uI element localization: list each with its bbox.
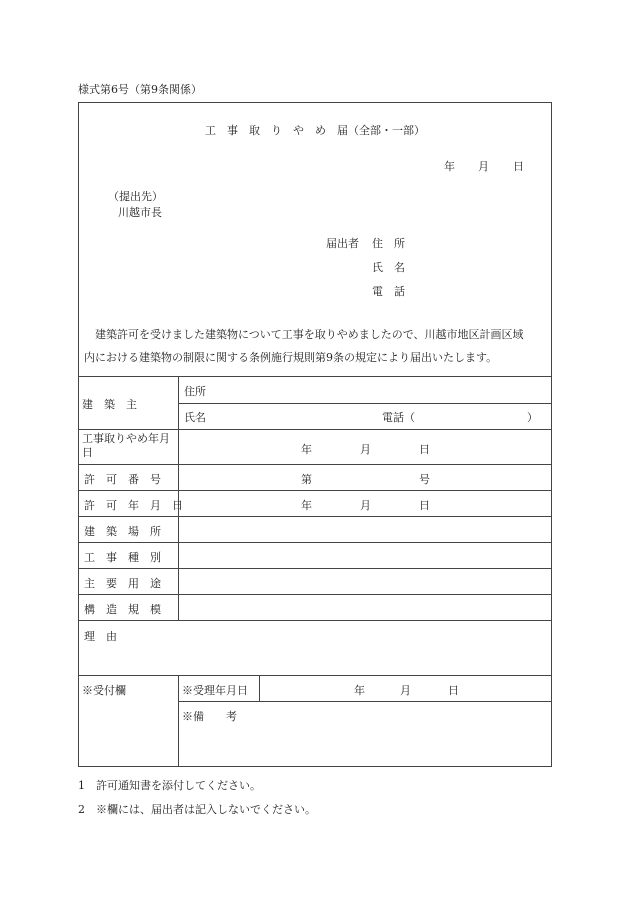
row-divider bbox=[78, 429, 552, 430]
form-title bbox=[205, 122, 425, 138]
note-2 bbox=[78, 801, 316, 817]
owner-address-label: 住所 bbox=[184, 385, 206, 398]
row-divider bbox=[78, 568, 552, 569]
note-1-number: 1 bbox=[78, 779, 85, 792]
cancel-date-year: 年 bbox=[301, 443, 312, 456]
remarks-label: ※備 考 bbox=[182, 710, 237, 723]
received-date-label: ※受理年月日 bbox=[182, 684, 248, 697]
reception-label: ※受付欄 bbox=[82, 684, 126, 697]
row-divider bbox=[78, 675, 552, 676]
permit-number-prefix: 第 bbox=[301, 473, 312, 486]
owner-phone-label: 電話（ bbox=[382, 411, 415, 424]
title-sub: （全部・一部） bbox=[348, 124, 425, 137]
form-number: 様式第6号（第9条関係） bbox=[78, 83, 202, 96]
recipient-name: 川越市長 bbox=[118, 206, 162, 219]
note-2-number: 2 bbox=[78, 803, 85, 816]
permit-date-day: 日 bbox=[419, 499, 430, 512]
cancel-date-month: 月 bbox=[360, 443, 371, 456]
row-divider bbox=[78, 376, 552, 377]
row-divider bbox=[178, 701, 552, 702]
row-divider bbox=[78, 490, 552, 491]
note-1-text: 許可通知書を添付してください。 bbox=[96, 779, 261, 792]
notifier-phone-label: 電 話 bbox=[372, 285, 405, 298]
owner-name-label: 氏名 bbox=[184, 411, 206, 424]
column-divider bbox=[259, 675, 260, 701]
permit-date-month: 月 bbox=[360, 499, 371, 512]
structure-scale-label: 構 造 規 模 bbox=[84, 603, 161, 616]
received-date-year: 年 bbox=[354, 684, 365, 697]
column-divider bbox=[178, 675, 179, 767]
construction-site-label: 建 築 場 所 bbox=[84, 525, 161, 538]
statement-line-2: 内における建築物の制限に関する条例施行規則第9条の規定により届出いたします。 bbox=[84, 351, 498, 364]
row-divider bbox=[78, 516, 552, 517]
owner-label-text: 建 築 主 bbox=[82, 398, 137, 411]
permit-number-label: 許 可 番 号 bbox=[84, 473, 161, 486]
received-date-month: 月 bbox=[400, 684, 411, 697]
cancel-date-label: 工事取りやめ年月日 bbox=[82, 432, 170, 459]
owner-phone-close: ） bbox=[527, 411, 538, 424]
permit-date-year: 年 bbox=[301, 499, 312, 512]
work-type-label: 工 事 種 別 bbox=[84, 551, 161, 564]
date-day-label: 日 bbox=[513, 160, 524, 173]
permit-number-suffix: 号 bbox=[419, 473, 430, 486]
title-main: 工 事 取 り や め 届 bbox=[205, 124, 348, 137]
statement-line-1: 建築許可を受けました建築物について工事を取りやめましたので、川越市地区計画区域 bbox=[95, 328, 524, 341]
row-divider bbox=[78, 594, 552, 595]
row-divider bbox=[178, 403, 552, 404]
note-1 bbox=[78, 777, 261, 793]
row-divider bbox=[78, 620, 552, 621]
notifier-address-label: 住 所 bbox=[372, 237, 405, 250]
notifier-name-label: 氏 名 bbox=[372, 261, 405, 274]
cancel-date-day: 日 bbox=[419, 443, 430, 456]
row-divider bbox=[78, 542, 552, 543]
permit-date-label: 許 可 年 月 日 bbox=[84, 499, 183, 512]
owner-label bbox=[82, 396, 174, 412]
row-divider bbox=[78, 464, 552, 465]
date-month-label: 月 bbox=[478, 160, 489, 173]
reason-label: 理 由 bbox=[84, 630, 117, 643]
recipient-label: （提出先） bbox=[108, 190, 163, 203]
date-year-label: 年 bbox=[444, 160, 455, 173]
notifier-label: 届出者 bbox=[326, 237, 359, 250]
main-use-label: 主 要 用 途 bbox=[84, 577, 161, 590]
received-date-day: 日 bbox=[448, 684, 459, 697]
note-2-text: ※欄には、届出者は記入しないでください。 bbox=[96, 803, 316, 816]
